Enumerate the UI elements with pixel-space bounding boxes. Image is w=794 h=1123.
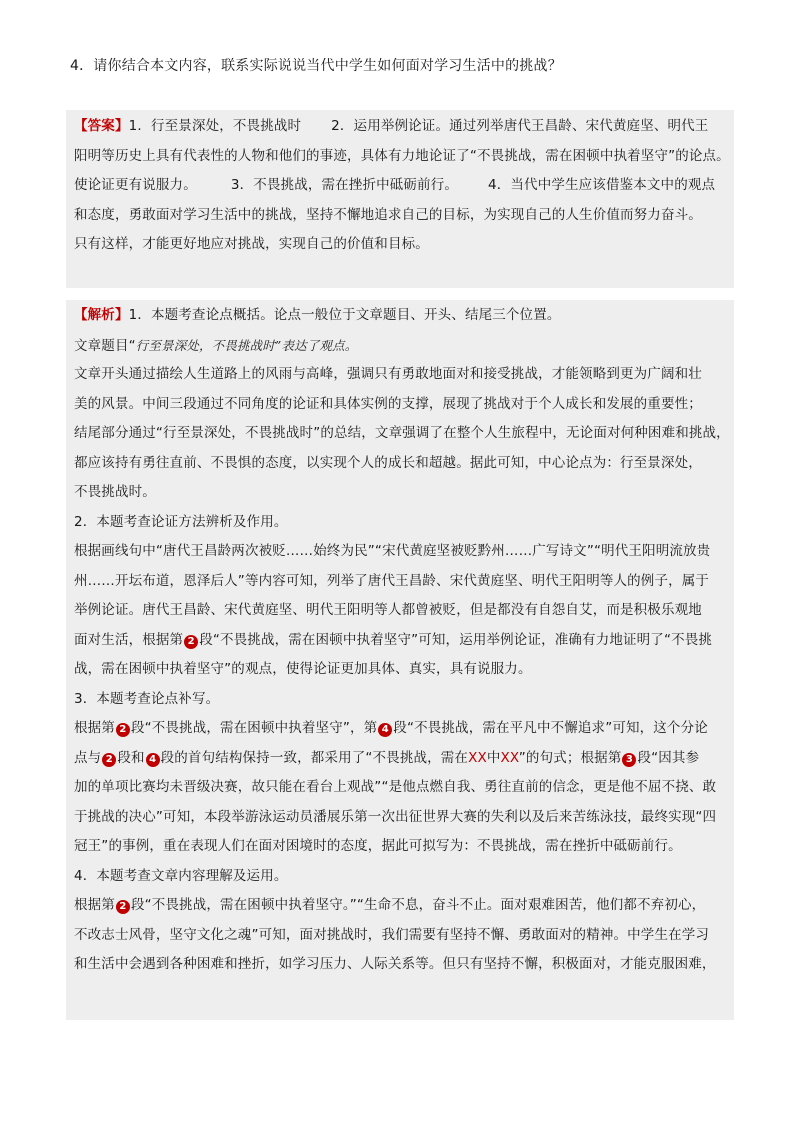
answer-text: 和态度，勇敢面对学习生活中的挑战，坚持不懈地追求自己的目标，为实现自己的人生价值而努力奋斗。 bbox=[74, 206, 702, 223]
analysis-text: 根据画线句中“唐代王昌龄两次被贬……始终为民”“宋代黄庭坚被贬黔州……广写诗文”“明代王阳明流放贵 bbox=[74, 543, 711, 559]
circled-number-2: 2 bbox=[116, 900, 130, 914]
answer-text: 2．运用举例论证。通过列举唐代王昌龄、宋代黄庭坚、明代王 bbox=[331, 118, 709, 134]
question-text: 4．请你结合本文内容，联系实际说说当代中学生如何面对学习生活中的挑战？ bbox=[70, 58, 562, 74]
answer-line-2 bbox=[70, 142, 730, 172]
analysis-text: 根据第 bbox=[74, 897, 115, 913]
analysis-line-10 bbox=[70, 567, 730, 597]
analysis-line-19 bbox=[70, 832, 730, 862]
analysis-text: 加的单项比赛均未晋级决赛，故只能在看台上观战”“是他点燃自我、勇往直前的信念，更是他不屈不挠、敢 bbox=[74, 779, 717, 795]
analysis-line-16 bbox=[70, 744, 730, 774]
analysis-line-20 bbox=[70, 862, 730, 892]
analysis-line-11 bbox=[70, 596, 730, 626]
analysis-text: 州……开坛布道，恩泽后人”等内容可知，列举了唐代王昌龄、宋代黄庭坚、明代王阳明等人的例子，属于 bbox=[74, 572, 710, 589]
analysis-line-17 bbox=[70, 773, 730, 803]
analysis-line-6 bbox=[70, 449, 730, 479]
analysis-line-13 bbox=[70, 655, 730, 685]
analysis-text: 文章题目“ bbox=[74, 337, 136, 354]
analysis-text: 段“不畏挑战，需在平凡中不懈追求”可知，这个分论 bbox=[393, 720, 708, 736]
analysis-text: 面对生活，根据第 bbox=[74, 631, 184, 648]
circled-number-4: 4 bbox=[378, 723, 392, 737]
handwritten-text: 行至景深处，不畏挑战时”表达了观点。 bbox=[135, 337, 358, 353]
analysis-text: 段“不畏挑战，需在困顿中执着坚守。”“生命不息，奋斗不止。面对艰难困苦，他们都不弃初心， bbox=[130, 897, 706, 913]
analysis-line-22 bbox=[70, 921, 730, 951]
analysis-line-12 bbox=[70, 626, 730, 656]
analysis-line-23 bbox=[70, 950, 730, 980]
analysis-text: 段的首句结构保持一致，都采用了“不畏挑战，需在 bbox=[160, 749, 469, 766]
analysis-text: 段“不畏挑战，需在困顿中执着坚守”，第 bbox=[130, 720, 378, 736]
answer-line-1 bbox=[70, 112, 730, 142]
analysis-line-14 bbox=[70, 685, 730, 715]
analysis-text: 2．本题考查论证方法辨析及作用。 bbox=[74, 513, 288, 530]
answer-line-3 bbox=[70, 171, 730, 201]
answer-text: 阳明等历史上具有代表性的人物和他们的事迹，具体有力地论证了“不畏挑战，需在困顿中执着坚守”的论点。 bbox=[74, 147, 730, 164]
answer-text: 只有这样，才能更好地应对挑战，实现自己的价值和目标。 bbox=[74, 236, 429, 252]
analysis-text: 冠王”的事例，重在表现人们在面对困境时的态度，据此可拟写为：不畏挑战，需在挫折中砥砺前行。 bbox=[74, 838, 682, 854]
answer-line-4 bbox=[70, 201, 730, 231]
analysis-text: 举例论证。唐代王昌龄、宋代黄庭坚、明代王阳明等人都曾被贬，但是都没有自怨自艾，而是积极乐观地 bbox=[74, 602, 702, 618]
analysis-text: 都应该持有勇往直前、不畏惧的态度，以实现个人的成长和超越。据此可知，中心论点为：行至景深处， bbox=[74, 454, 702, 471]
analysis-line-21 bbox=[70, 891, 730, 921]
analysis-line-18 bbox=[70, 803, 730, 833]
analysis-text: 3．本题考查论点补写。 bbox=[74, 690, 220, 707]
analysis-text: 结尾部分通过“行至景深处，不畏挑战时”的总结，文章强调了在整个人生旅程中，无论面对何种困难和挑战， bbox=[74, 425, 730, 441]
question-4 bbox=[70, 56, 730, 76]
analysis-text: 4．本题考查文章内容理解及运用。 bbox=[74, 867, 288, 884]
analysis-text: 1．本题考查论点概括。论点一般位于文章题目、开头、结尾三个位置。 bbox=[128, 307, 561, 323]
circled-number-2: 2 bbox=[116, 723, 130, 737]
analysis-text: 中 bbox=[486, 749, 501, 766]
analysis-text: 根据第 bbox=[74, 720, 115, 736]
analysis-line-7 bbox=[70, 478, 730, 508]
answer-text: 使论证更有说服力。 bbox=[74, 177, 197, 193]
analysis-text: 段和 bbox=[117, 749, 145, 766]
circled-number-2: 2 bbox=[102, 753, 116, 767]
analysis-line-15 bbox=[70, 714, 730, 744]
analysis-text: 不畏挑战时。 bbox=[74, 484, 156, 500]
answer-text: 3．不畏挑战，需在挫折中砥砺前行。 bbox=[230, 177, 458, 193]
analysis-text: 段“因其参 bbox=[637, 749, 700, 766]
circled-number-3: 3 bbox=[622, 753, 636, 767]
analysis-text: 不改志士风骨，坚守文化之魂”可知，面对挑战时，我们需要有坚持不懈、勇敢面对的精神。中学生在学习 bbox=[74, 926, 710, 943]
analysis-text: 美的风景。中间三段通过不同角度的论证和具体实例的支撑，展现了挑战对于个人成长和发展的重要性； bbox=[74, 395, 702, 412]
answer-line-5 bbox=[70, 230, 730, 260]
block-gap bbox=[66, 288, 734, 300]
analysis-text: 点与 bbox=[74, 749, 102, 766]
placeholder-xx: XX bbox=[500, 749, 519, 766]
analysis-text: ”的句式；根据第 bbox=[518, 749, 622, 766]
analysis-line-5 bbox=[70, 419, 730, 449]
analysis-tag: 【解析】 bbox=[74, 307, 129, 323]
circled-number-4: 4 bbox=[146, 753, 160, 767]
answer-text: 1．行至景深处，不畏挑战时 bbox=[128, 118, 302, 134]
analysis-line-8 bbox=[70, 508, 730, 538]
analysis-line-1 bbox=[70, 301, 730, 331]
analysis-line-4 bbox=[70, 390, 730, 420]
placeholder-xx: XX bbox=[468, 749, 487, 766]
analysis-block bbox=[66, 300, 734, 1020]
analysis-line-2 bbox=[70, 331, 730, 361]
analysis-line-3 bbox=[70, 360, 730, 390]
answer-block bbox=[66, 110, 734, 288]
analysis-line-9 bbox=[70, 537, 730, 567]
answer-tag: 【答案】 bbox=[74, 118, 129, 134]
analysis-text: 于挑战的决心”可知，本段举游泳运动员潘展乐第一次出征世界大赛的失利以及后来苦练泳技，最终实现“四 bbox=[74, 808, 717, 825]
analysis-text: 段“不畏挑战，需在困顿中执着坚守”可知，运用举例论证，准确有力地证明了“不畏挑 bbox=[199, 631, 713, 648]
analysis-text: 战，需在困顿中执着坚守”的观点，使得论证更加具体、真实，具有说服力。 bbox=[74, 661, 532, 677]
analysis-text: 和生活中会遇到各种困难和挫折，如学习压力、人际关系等。但只有坚持不懈，积极面对，才能克服困难， bbox=[74, 956, 716, 972]
analysis-text: 文章开头通过描绘人生道路上的风雨与高峰，强调只有勇敢地面对和接受挑战，才能领略到更为广阔和壮 bbox=[74, 366, 702, 382]
circled-number-2: 2 bbox=[184, 635, 198, 649]
answer-text: 4．当代中学生应该借鉴本文中的观点 bbox=[488, 177, 716, 193]
